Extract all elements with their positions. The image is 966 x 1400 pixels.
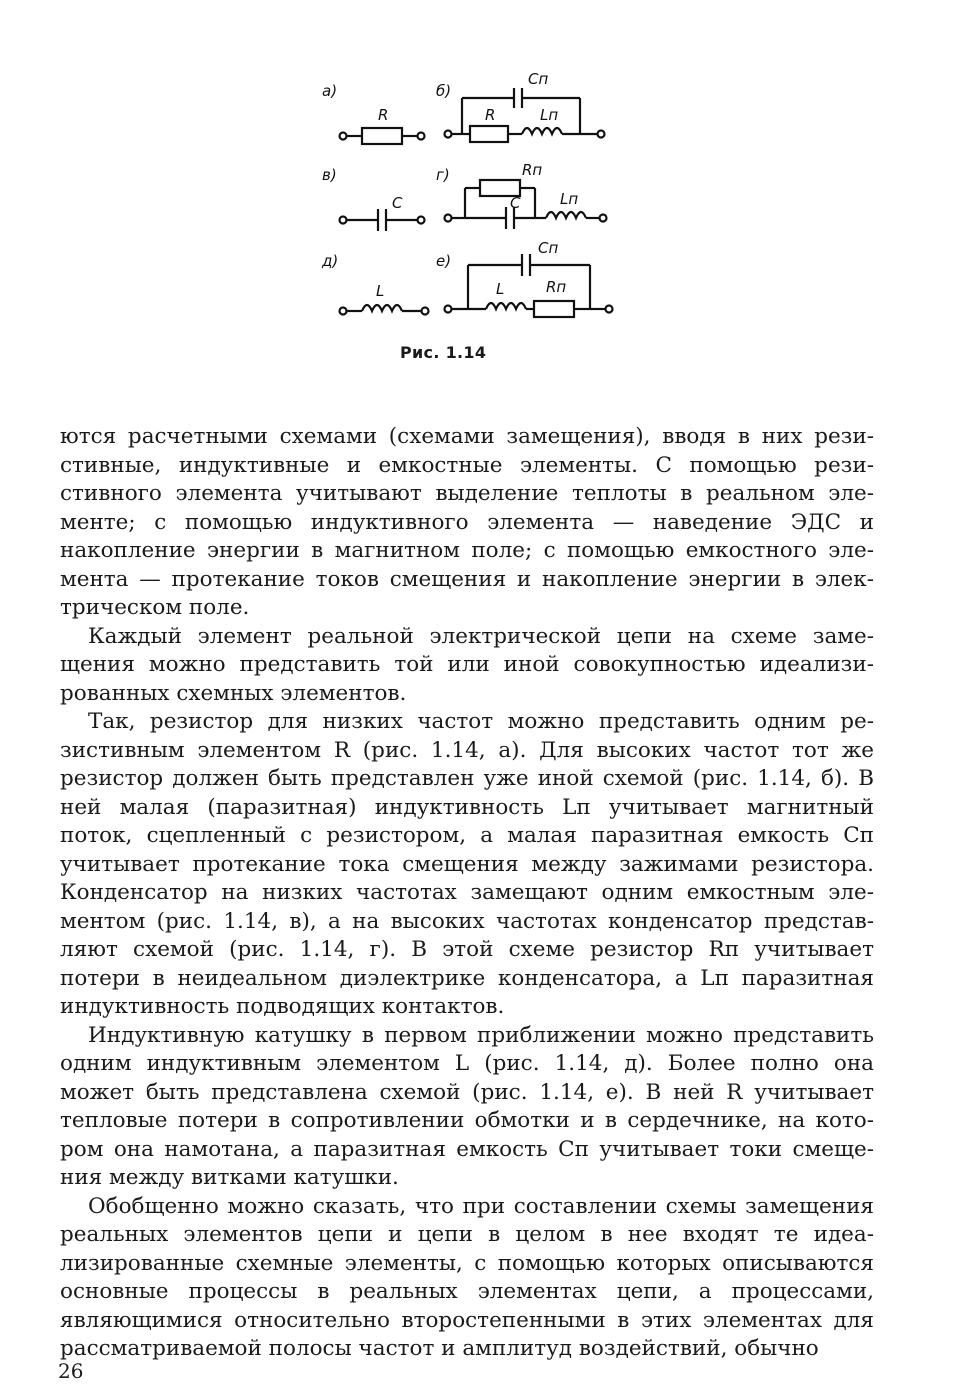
circuit-a (340, 128, 425, 144)
label-R-a: R (378, 106, 389, 124)
label-C-v: C (392, 194, 403, 212)
paragraph: Каждый элемент реальной электрической цепи на схеме замещения можно представить той или иной совокупностью идеализированных схемных элементов. (60, 623, 874, 706)
label-Rn-g: Rп (522, 161, 543, 179)
paragraph: Так, резистор для низких частот можно представить одним резистивным элементом R (рис. 1.14, а). Для высоких частот тот же резистор должен быть представлен уже иной схемой (рис. 1.14, б). В ней малая (паразитная) индуктивность Lп учитывает магнитный поток, сцепленный с резистором, а малая паразитная емкость Cп учитывает протекание тока смещения между зажимами резистора. Конденсатор на низких частотах замещают одним емкостным элементом (рис. 1.14, в), а на высоких частотах конденсатор представляют схемой (рис. 1.14, г). В этой схеме резистор Rп учитывает потери в неидеальном диэлектрике конденсатора, а Lп паразитная индуктивность подводящих контактов. (60, 709, 874, 1019)
circuit-diagrams (310, 58, 650, 348)
circuit-b (445, 88, 605, 142)
label-Cn-b: Cп (528, 70, 549, 88)
label-Ln-b: Lп (540, 106, 559, 124)
panel-b-label: б) (436, 82, 452, 100)
label-L-d: L (376, 282, 385, 300)
label-Rn-e: Rп (546, 278, 567, 296)
body-text (60, 423, 874, 1364)
page-number: 26 (58, 1359, 84, 1383)
panel-v-label: в) (322, 166, 337, 184)
label-Ln-g: Lп (560, 190, 579, 208)
panel-a-label: а) (322, 82, 338, 100)
figure-1-14 (310, 58, 650, 368)
panel-g-label: г) (436, 166, 450, 184)
label-Cn-e: Cп (538, 239, 559, 257)
label-R-b: R (485, 106, 496, 124)
panel-e-label: е) (436, 252, 452, 270)
circuit-g (445, 180, 607, 229)
paragraph: Обобщенно можно сказать, что при составлении схемы замещения реальных элементов цепи и цепи в целом в нее входят те идеализированные схемные элементы, с помощью которых описываются основные процессы в реальных элементах цепи, а процессами, являющимися относительно второстепенными в этих элементах для рассматриваемой полосы частот и амплитуд воздействий, обычно (60, 1193, 874, 1361)
panel-d-label: д) (322, 252, 339, 270)
label-L-e: L (496, 280, 505, 298)
figure-caption: Рис. 1.14 (400, 343, 487, 362)
circuit-d (340, 305, 429, 315)
label-C-g: C (510, 194, 521, 212)
circuit-e (445, 254, 613, 317)
paragraph: ются расчетными схемами (схемами замещения), вводя в них резистивные, индуктивные и емкостные элементы. С помощью резистивного элемента учитывают выделение теплоты в реальном элементе; с помощью индуктивного элемента — наведение ЭДС и накопление энергии в магнитном поле; с помощью емкостного элемента — протекание токов смещения и накопление энергии в электрическом поле. (60, 424, 874, 620)
circuit-v (340, 209, 425, 231)
paragraph: Индуктивную катушку в первом приближении можно представить одним индуктивным элементом L (рис. 1.14, д). Более полно она может быть представлена схемой (рис. 1.14, е). В ней R учитывает тепловые потери в сопротивлении обмотки и в сердечнике, на котором она намотана, а паразитная емкость Cп учитывает токи смещения между витками катушки. (60, 1022, 874, 1190)
